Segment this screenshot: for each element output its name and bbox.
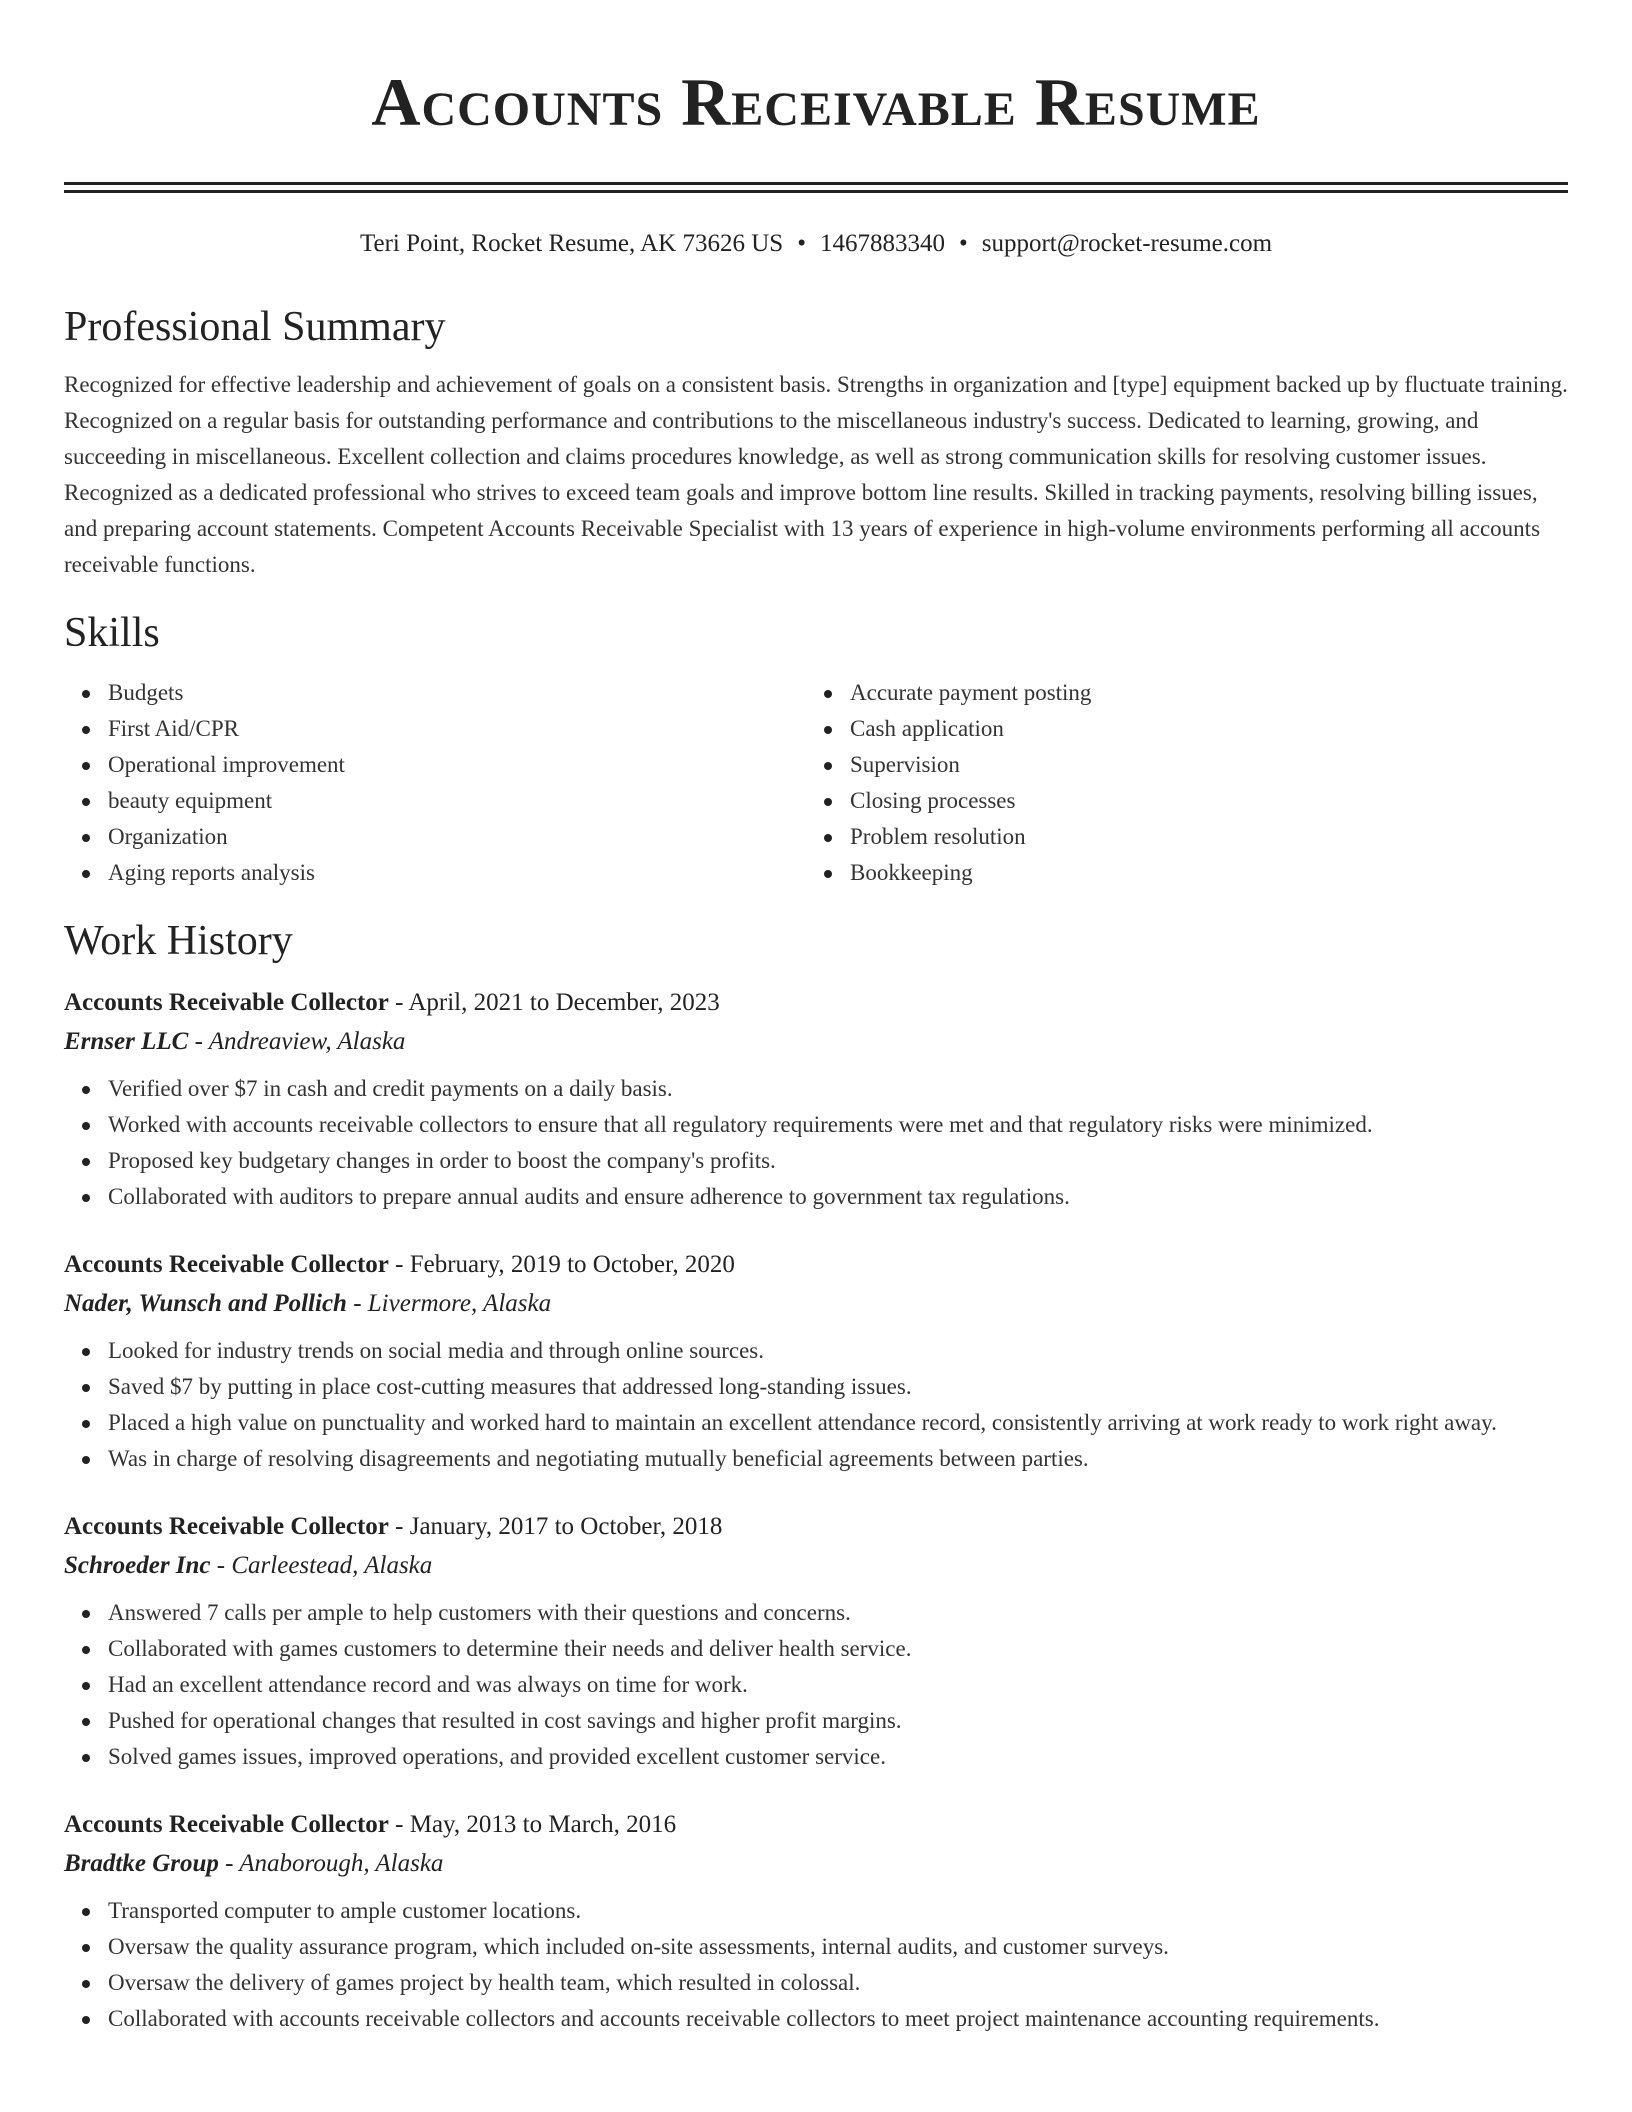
work-history-heading: Work History [64,918,293,964]
job-bullet: Transported computer to ample customer locations. [64,1893,1568,1929]
skill-item: Cash application [806,711,1548,747]
skill-item: beauty equipment [64,783,806,819]
job-company-line [64,1547,1568,1585]
skills-heading: Skills [64,610,160,656]
job-company-line [64,1023,1568,1061]
resume-title: Accounts Receivable Resume [371,64,1261,140]
skill-item: Organization [64,819,806,855]
job-bullet: Collaborated with games customers to determine their needs and deliver health service. [64,1631,1568,1667]
job-title-line [64,1247,1568,1283]
job-bullets [64,1071,1568,1215]
resume-page [64,0,1568,2037]
skill-item: Problem resolution [806,819,1548,855]
contact-separator: • [797,230,806,257]
contact-separator: • [958,230,968,257]
contact-email: support@rocket-resume.com [981,230,1273,257]
job-bullet: Answered 7 calls per ample to help customers with their questions and concerns. [64,1595,1568,1631]
skill-item: Bookkeeping [806,855,1548,891]
job-dates: - January, 2017 to October, 2018 [388,1513,723,1540]
job-bullet: Saved $7 by putting in place cost-cutting measures that addressed long-standing issues. [64,1369,1568,1405]
job-bullet: Was in charge of resolving disagreements and negotiating mutually beneficial agreements between parties. [64,1441,1568,1477]
job-bullet: Worked with accounts receivable collectors to ensure that all regulatory requirements were met and that regulatory risks were minimized. [64,1107,1568,1143]
job-bullets [64,1893,1568,2037]
job-title: Accounts Receivable Collector [64,989,389,1016]
skills-grid [64,675,1568,891]
contact-address: Teri Point, Rocket Resume, AK 73626 US [359,230,784,257]
skill-item: First Aid/CPR [64,711,806,747]
skill-item: Budgets [64,675,806,711]
job-company: Bradtke Group [64,1850,219,1877]
summary-text: Recognized for effective leadership and achievement of goals on a consistent basis. Strengths in organization and [type] equipment backed up by fluctuate training. Recognized on a regular basis for outstanding performance and contributions to the miscellaneous industry's success. Dedicated to learning, growing, and succeeding in miscellaneous. Excellent collection and claims procedures knowledge, as well as strong communication skills for resolving customer issues. Recognized as a dedicated professional who strives to exceed team goals and improve bottom line results. Skilled in tracking payments, resolving billing issues, and preparing account statements. Competent Accounts Receivable Specialist with 13 years of experience in high-volume environments performing all accounts receivable functions. [64,372,1568,577]
job-bullets [64,1333,1568,1477]
contact-line [64,227,1568,261]
contact-phone: 1467883340 [819,230,945,257]
job-bullet: Oversaw the quality assurance program, which included on-site assessments, internal audits, and customer surveys. [64,1929,1568,1965]
job-bullet: Solved games issues, improved operations, and provided excellent customer service. [64,1739,1568,1775]
job-bullet: Pushed for operational changes that resulted in cost savings and higher profit margins. [64,1703,1568,1739]
title-divider-top [64,182,1568,185]
job-title-line [64,1509,1568,1545]
job-entry [64,985,1568,1215]
job-entry [64,1247,1568,1477]
job-dates: - May, 2013 to March, 2016 [388,1811,677,1838]
job-dates: - February, 2019 to October, 2020 [388,1251,735,1278]
job-company-line [64,1845,1568,1883]
job-company: Nader, Wunsch and Pollich [64,1290,347,1317]
job-location: - Andreaview, Alaska [188,1028,406,1055]
skills-column-left [64,675,806,891]
job-location: - Carleestead, Alaska [210,1552,433,1579]
job-bullet: Collaborated with accounts receivable collectors and accounts receivable collectors to meet project maintenance accounting requirements. [64,2001,1568,2037]
skill-item: Accurate payment posting [806,675,1548,711]
job-company: Schroeder Inc [64,1552,211,1579]
job-bullet: Proposed key budgetary changes in order to boost the company's profits. [64,1143,1568,1179]
job-company-line [64,1285,1568,1323]
job-bullet: Oversaw the delivery of games project by health team, which resulted in colossal. [64,1965,1568,2001]
job-title: Accounts Receivable Collector [64,1251,389,1278]
job-title-line [64,1807,1568,1843]
job-bullet: Collaborated with auditors to prepare annual audits and ensure adherence to government tax regulations. [64,1179,1568,1215]
job-bullet: Verified over $7 in cash and credit payments on a daily basis. [64,1071,1568,1107]
job-entry [64,1509,1568,1775]
skill-item: Supervision [806,747,1548,783]
skill-item: Operational improvement [64,747,806,783]
job-location: - Livermore, Alaska [346,1290,552,1317]
job-company: Ernser LLC [64,1028,189,1055]
summary-heading: Professional Summary [64,304,446,350]
job-title: Accounts Receivable Collector [64,1513,389,1540]
job-dates: - April, 2021 to December, 2023 [388,989,720,1016]
job-bullet: Looked for industry trends on social media and through online sources. [64,1333,1568,1369]
job-location: - Anaborough, Alaska [218,1850,444,1877]
job-bullet: Had an excellent attendance record and was always on time for work. [64,1667,1568,1703]
job-bullet: Placed a high value on punctuality and worked hard to maintain an excellent attendance record, consistently arriving at work ready to work right away. [64,1405,1568,1441]
skills-column-right [806,675,1548,891]
title-divider-bottom [64,190,1568,193]
job-bullets [64,1595,1568,1775]
job-title: Accounts Receivable Collector [64,1811,389,1838]
skill-item: Closing processes [806,783,1548,819]
job-title-line [64,985,1568,1021]
skill-item: Aging reports analysis [64,855,806,891]
job-entry [64,1807,1568,2037]
